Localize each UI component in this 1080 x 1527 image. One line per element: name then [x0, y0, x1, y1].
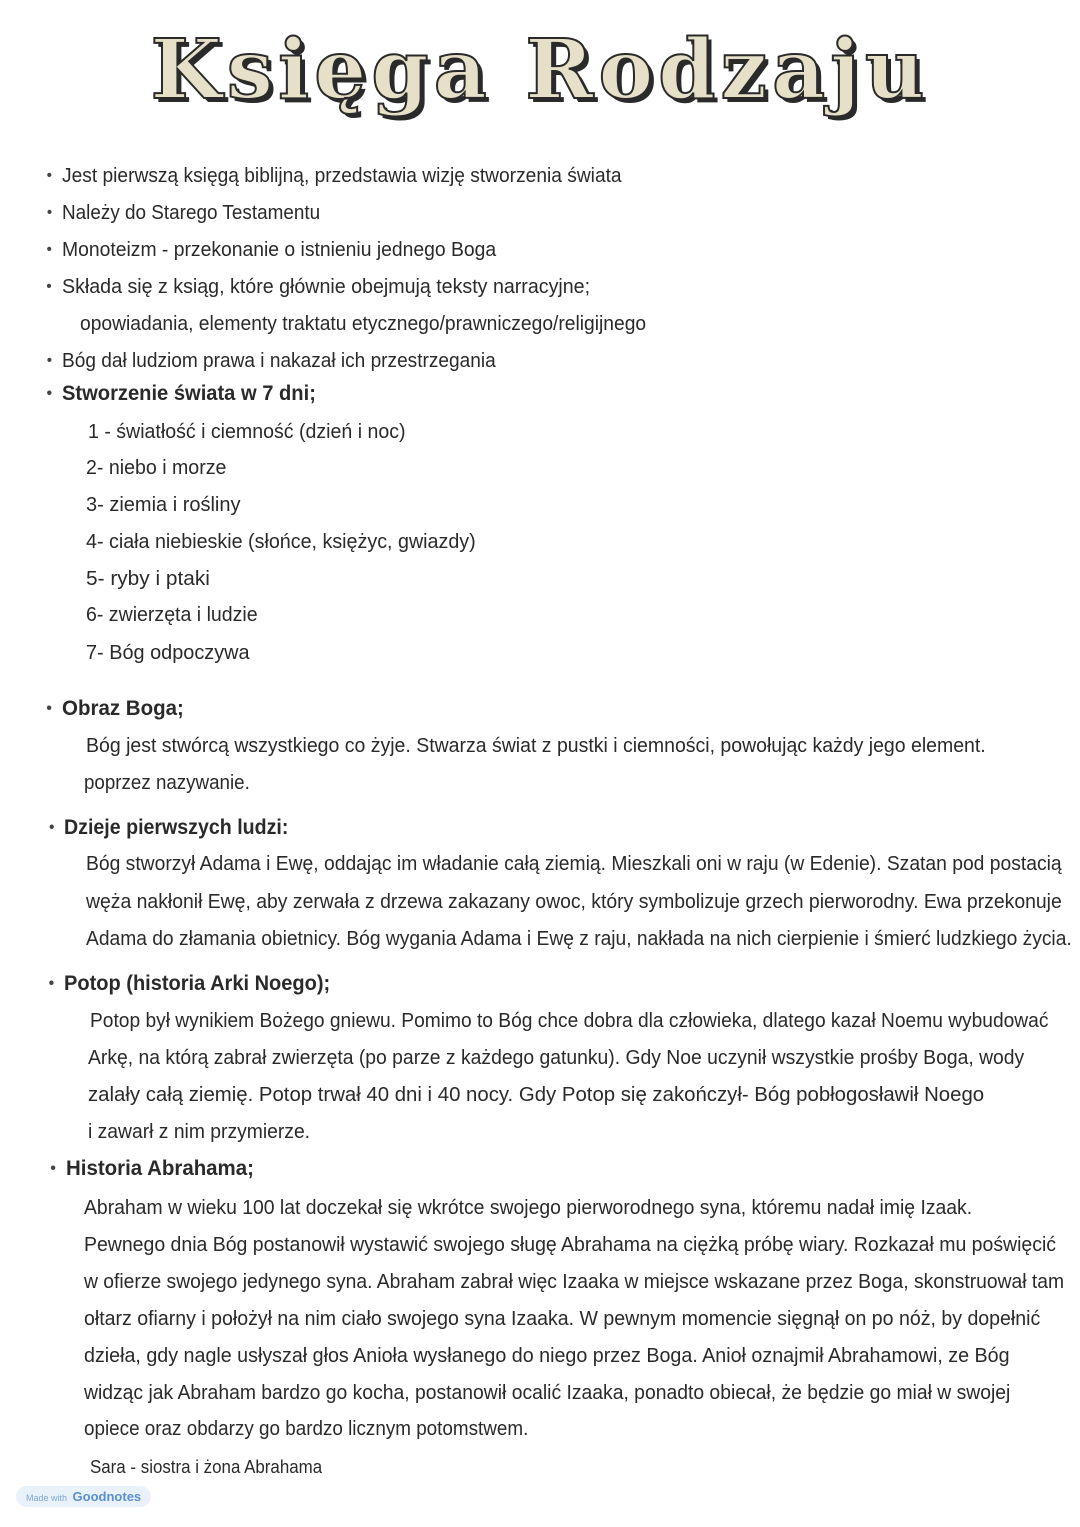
- creation-day: 4- ciała niebieskie (słońce, księżyc, gwiazdy): [86, 531, 476, 553]
- creation-day: 5- ryby i ptaki: [86, 568, 210, 590]
- abraham-line: opiece oraz obdarzy go bardzo licznym potomstwem.: [84, 1418, 529, 1440]
- abraham-note: Sara - siostra i żona Abrahama: [90, 1457, 323, 1477]
- image-of-god-line: Bóg jest stwórcą wszystkiego co żyje. Stwarza świat z pustki i ciemności, powołując każdy jego element.: [86, 735, 986, 757]
- creation-day: 2- niebo i morze: [86, 457, 227, 479]
- badge-made-with: Made with: [26, 1493, 68, 1503]
- image-of-god-heading: • Obraz Boga;: [62, 696, 184, 722]
- first-people-line: Bóg stworzył Adama i Ewę, oddając im władanie całą ziemią. Mieszkali oni w raju (w Edenie). Szatan pod postacią: [86, 853, 1062, 875]
- abraham-line: Pewnego dnia Bóg postanowił wystawić swojego sługę Abrahama na ciężką próbę wiary. Rozkazał mu poświęcić: [84, 1234, 1057, 1256]
- intro-line: • Monoteizm - przekonanie o istnieniu jednego Boga: [62, 237, 496, 263]
- abraham-line: Abraham w wieku 100 lat doczekał się wkrótce swojego pierworodnego syna, któremu nadał imię Izaak.: [84, 1197, 973, 1219]
- abraham-heading: • Historia Abrahama;: [66, 1156, 254, 1182]
- creation-day: 3- ziemia i rośliny: [86, 494, 241, 516]
- goodnotes-badge[interactable]: [16, 1486, 151, 1507]
- first-people-heading: • Dzieje pierwszych ludzi:: [64, 815, 288, 841]
- flood-line: Arkę, na którą zabrał zwierzęta (po parze z każdego gatunku). Gdy Noe uczynił wszystkie prośby Boga, wody: [88, 1047, 1025, 1069]
- image-of-god-line: poprzez nazywanie.: [84, 772, 250, 794]
- first-people-line: Adama do złamania obietnicy. Bóg wygania Adama i Ewę z raju, nakłada na nich cierpienie i śmierć ludzkiego życia.: [86, 928, 1072, 950]
- flood-line: zalały całą ziemię. Potop trwał 40 dni i 40 nocy. Gdy Potop się zakończył- Bóg pobłogosławił Noego: [88, 1084, 985, 1106]
- abraham-line: w ofierze swojego jedynego syna. Abraham zabrał więc Izaaka w miejsce wskazane przez Boga, skonstruował tam: [84, 1271, 1065, 1293]
- intro-line: • Bóg dał ludziom prawa i nakazał ich przestrzegania: [62, 348, 496, 374]
- abraham-line: ołtarz ofiarny i położył na nim ciało swojego syna Izaaka. W pewnym momencie sięgnął on po nóż, by dopełnić: [84, 1308, 1041, 1330]
- creation-day: 6- zwierzęta i ludzie: [86, 604, 258, 626]
- creation-day: 1 - światłość i ciemność (dzień i noc): [88, 421, 406, 443]
- intro-line: • Składa się z ksiąg, które głównie obejmują teksty narracyjne;: [62, 274, 590, 300]
- creation-heading: • Stworzenie świata w 7 dni;: [62, 381, 316, 407]
- flood-heading: • Potop (historia Arki Noego);: [64, 971, 330, 997]
- intro-line: opowiadania, elementy traktatu etycznego/prawniczego/religijnego: [80, 313, 647, 335]
- first-people-line: węża nakłonił Ewę, aby zerwała z drzewa zakazany owoc, który symbolizuje grzech pierworodny. Ewa przekonuje: [86, 891, 1062, 913]
- flood-line: i zawarł z nim przymierze.: [88, 1121, 311, 1143]
- flood-line: Potop był wynikiem Bożego gniewu. Pomimo to Bóg chce dobra dla człowieka, dlatego kazał Noemu wybudować: [90, 1010, 1049, 1032]
- intro-line: • Jest pierwszą księgą biblijną, przedstawia wizję stworzenia świata: [62, 163, 622, 189]
- badge-brand: Goodnotes: [72, 1489, 142, 1504]
- creation-day: 7- Bóg odpoczywa: [86, 642, 250, 664]
- page-title: Księga Rodzaju: [150, 22, 930, 118]
- intro-line: • Należy do Starego Testamentu: [62, 200, 320, 226]
- abraham-line: widząc jak Abraham bardzo go kocha, postanowił ocalić Izaaka, ponadto obiecał, że będzie go miał w swojej: [84, 1382, 1011, 1404]
- abraham-line: dzieła, gdy nagle usłyszał głos Anioła wysłanego do niego przez Boga. Anioł oznajmił Abrahamowi, ze Bóg: [84, 1345, 1010, 1367]
